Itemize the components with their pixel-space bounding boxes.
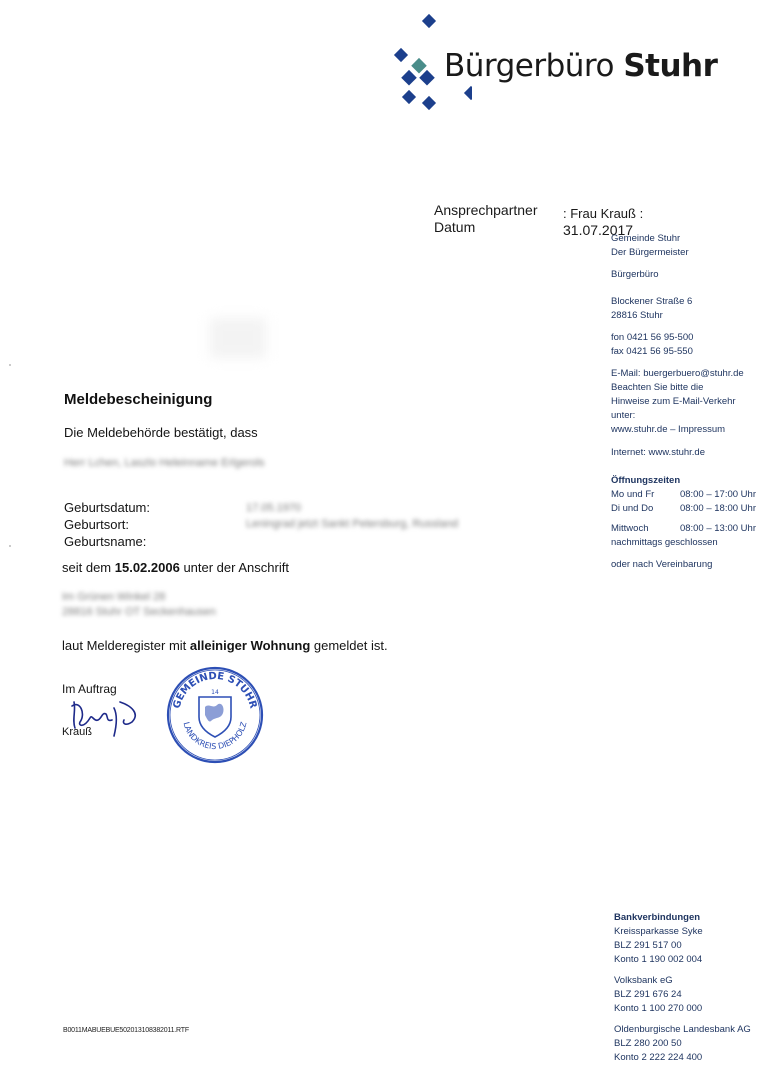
bank-title: Bankverbindungen (614, 912, 701, 923)
birth-labels (64, 499, 150, 550)
hours-days: Di und Do (611, 503, 654, 514)
bank-blz: BLZ 291 517 00 (614, 940, 682, 951)
bank-account (614, 974, 754, 1016)
register-bold: alleiniger Wohnung (189, 638, 311, 653)
bank-konto: Konto 1 100 270 000 (614, 1003, 703, 1014)
bank-account (614, 925, 754, 967)
address-street: Blockener Straße 6 (611, 296, 693, 307)
hours-note-1: nachmittags geschlossen (611, 537, 718, 548)
seal-bottom-text: LANDKREIS DIEPHOLZ (181, 720, 249, 752)
bank-name: Oldenburgische Landesbank AG (614, 1024, 751, 1035)
redacted-birthplace: Leningrad jetzt Sankt Petersburg, Russland (246, 518, 459, 530)
redacted-name: Herr Lchen, Laszlo Heleinname Erlgerols (64, 457, 265, 469)
redacted-address-1: Im Grünen Winkel 28 (62, 591, 166, 603)
org-line-1: Gemeinde Stuhr (611, 233, 681, 244)
seal-top-text: GEMEINDE STUHR (171, 670, 259, 710)
bank-details (614, 911, 754, 1065)
email-note-1: Beachten Sie bitte die (611, 382, 704, 393)
value-contact: : Frau Krauß : (563, 206, 644, 221)
on-behalf: Im Auftrag (62, 682, 117, 696)
address-city: 28816 Stuhr (611, 310, 663, 321)
phone-number: fon 0421 56 95-500 (611, 332, 694, 343)
label-contact: Ansprechpartner (434, 202, 538, 218)
scan-speck (9, 545, 11, 547)
hours-title: Öffnungszeiten (611, 475, 681, 486)
hours-row (611, 488, 756, 502)
signer-name: Krauß (62, 726, 92, 738)
hours-time: 08:00 – 18:00 Uhr (679, 503, 756, 514)
brand-name (444, 48, 717, 84)
official-seal-icon (165, 665, 265, 765)
label-birthdate: Geburtsdatum: (64, 500, 150, 515)
document-title: Meldebescheinigung (64, 391, 213, 408)
label-birthplace: Geburtsort: (64, 517, 130, 532)
redacted-birthdate: 17.05.1970 (246, 502, 302, 514)
fax-number: fax 0421 56 95-550 (611, 346, 693, 357)
file-reference: B0011MABUEBUE502013108382011.RTF (63, 1027, 189, 1034)
since-suffix: unter der Anschrift (179, 560, 289, 575)
sidebar-internet: Internet: www.stuhr.de (611, 447, 705, 458)
bank-account (614, 1023, 754, 1065)
since-date: 15.02.2006 (114, 560, 180, 575)
bank-blz: BLZ 291 676 24 (614, 989, 682, 1000)
intro-text: Die Meldebehörde bestätigt, dass (64, 425, 258, 440)
bank-name: Kreissparkasse Syke (614, 926, 703, 937)
label-birthname: Geburtsname: (64, 534, 147, 549)
email-note-4: www.stuhr.de – Impressum (611, 424, 726, 435)
redacted-address-2: 28816 Stuhr OT Seckenhausen (62, 606, 216, 618)
hours-row (611, 522, 756, 536)
sidebar-dept: Bürgerbüro (611, 269, 659, 280)
svg-text:LANDKREIS DIEPHOLZ (181, 720, 248, 751)
bank-konto: Konto 1 190 002 004 (614, 954, 703, 965)
sidebar-hours (611, 474, 756, 572)
sidebar-address (611, 295, 756, 323)
sidebar-org (611, 232, 756, 260)
label-date: Datum (434, 219, 476, 235)
scan-speck (9, 364, 11, 366)
org-line-2: Der Bürgermeister (611, 247, 689, 258)
hours-days: Mo und Fr (611, 489, 655, 500)
hours-row (611, 502, 756, 516)
contact-labels (434, 202, 538, 236)
hours-time: 08:00 – 13:00 Uhr (679, 523, 756, 534)
seal-number: 14 (211, 689, 219, 696)
bank-blz: BLZ 280 200 50 (614, 1038, 682, 1049)
register-suffix: gemeldet ist. (310, 638, 388, 653)
redaction-patch (210, 318, 266, 358)
since-prefix: seit dem (62, 560, 115, 575)
residence-since (62, 560, 289, 575)
hours-days: Mittwoch (611, 523, 649, 534)
brand-name-plain: Bürgerbüro (444, 48, 624, 84)
sidebar-email (611, 367, 756, 437)
brand-name-bold: Stuhr (623, 48, 718, 84)
register-statement (62, 638, 388, 653)
bank-name: Volksbank eG (614, 975, 673, 986)
sidebar-phone (611, 331, 756, 359)
register-prefix: laut Melderegister mit (62, 638, 190, 653)
hours-time: 08:00 – 17:00 Uhr (679, 489, 756, 500)
hours-note-2: oder nach Vereinbarung (611, 559, 713, 570)
email-note-2: Hinweise zum E-Mail-Verkehr (611, 396, 736, 407)
email-address: E-Mail: buergerbuero@stuhr.de (611, 368, 744, 379)
email-note-3: unter: (611, 410, 636, 421)
bank-konto: Konto 2 222 224 400 (614, 1052, 703, 1063)
value-date: 31.07.2017 (563, 222, 634, 238)
